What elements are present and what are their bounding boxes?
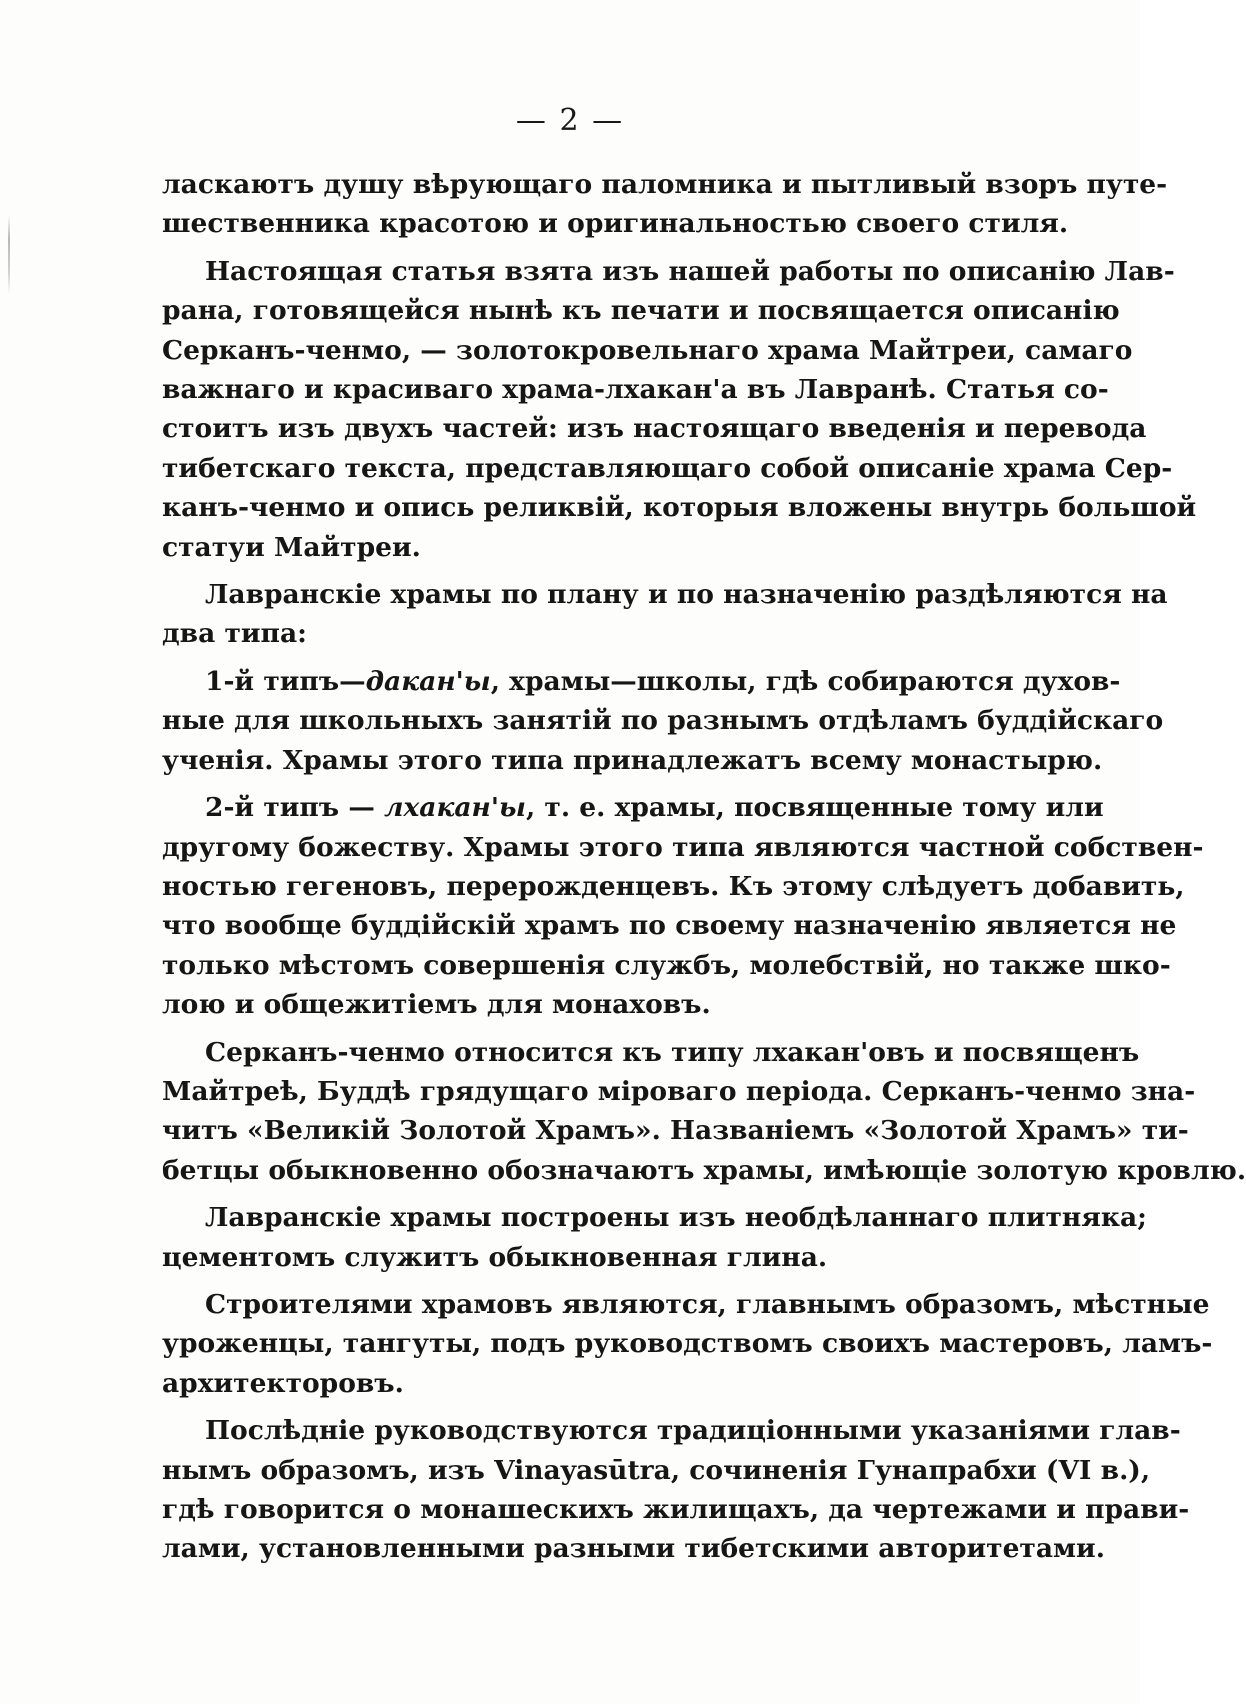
type-2-suffix: , т. е. храмы, посвященные тому или (525, 792, 1104, 824)
page-number: — 2 — (515, 103, 625, 138)
type-1-prefix: 1-й типъ— (205, 665, 366, 697)
text-line: два типа: (162, 618, 307, 650)
text-line: другому божеству. Храмы этого типа являются частной собствен- (162, 831, 1204, 863)
body-text (162, 165, 1246, 1577)
text-line: канъ-ченмо и опись реликвій, которыя вложены внутрь большой (162, 492, 1197, 524)
text-line: тибетскаго текста, представляющаго собой описаніе храма Сер- (162, 452, 1173, 484)
text-line: Лавранскіе храмы по плану и по назначенію раздѣляются на (205, 579, 1168, 611)
paragraph-3 (162, 575, 1168, 654)
text-line: стоитъ изъ двухъ частей: изъ настоящаго введенія и перевода (162, 413, 1147, 445)
term-lhakan: лхакан'ы (384, 792, 526, 824)
text-line: бетцы обыкновенно обозначаютъ храмы, имѣющіе золотую кровлю. (162, 1154, 1246, 1186)
text-line: лою и общежитіемъ для монаховъ. (162, 989, 711, 1021)
text-line: рана, готовящейся нынѣ къ печати и посвящается описанію (162, 295, 1120, 327)
text-line: уроженцы, тангуты, подъ руководствомъ своихъ мастеровъ, ламъ- (162, 1328, 1213, 1360)
text-line: ные для школьныхъ занятій по разнымъ отдѣламъ буддійскаго (162, 705, 1164, 737)
paragraph-1 (162, 165, 1168, 244)
text-line: Строителями храмовъ являются, главнымъ образомъ, мѣстные (205, 1288, 1210, 1320)
text-line: ласкаютъ душу вѣрующаго паломника и пытливый взоръ путе- (162, 169, 1168, 200)
paragraph-type-1 (162, 662, 1164, 780)
text-line: Лавранскіе храмы построены изъ необдѣланнаго плитняка; (205, 1202, 1147, 1234)
text-line: что вообще буддійскій храмъ по своему назначенію является не (162, 910, 1177, 942)
text-line: архитекторовъ. (162, 1367, 404, 1399)
text-line: важнаго и красиваго храма-лхакан'а въ Лавранѣ. Статья со- (162, 374, 1109, 406)
scan-edge-mark (8, 215, 10, 295)
text-line: цементомъ служитъ обыкновенная глина. (162, 1241, 828, 1273)
paragraph-type-2 (162, 788, 1204, 1024)
text-line: Майтреѣ, Буддѣ грядущаго міроваго періода. Серканъ-ченмо зна- (162, 1075, 1196, 1107)
text-line: лами, установленными разными тибетскими авторитетами. (162, 1533, 1105, 1565)
text-line: Серканъ-ченмо, — золотокровельнаго храма Майтреи, самаго (162, 334, 1133, 366)
term-dakan: дакан'ы (365, 665, 491, 697)
text-line: нымъ образомъ, изъ Vinayasūtra, сочиненія Гунапрабхи (VI в.), (162, 1454, 1151, 1486)
text-line: читъ «Великій Золотой Храмъ». Названіемъ «Золотой Храмъ» ти- (162, 1115, 1189, 1147)
text-line: Серканъ-ченмо относится къ типу лхакан'овъ и посвященъ (205, 1036, 1140, 1068)
type-1-suffix: , храмы—школы, гдѣ собираются духов- (490, 665, 1121, 697)
text-line: шественника красотою и оригинальностью своего стиля. (162, 208, 1069, 240)
text-line-type-2 (162, 788, 1104, 827)
text-line: ученія. Храмы этого типа принадлежатъ всему монастырю. (162, 744, 1103, 776)
text-line: ностью гегеновъ, перерожденцевъ. Къ этому слѣдуетъ добавить, (162, 870, 1185, 902)
paragraph-6 (162, 1285, 1213, 1403)
text-line: только мѣстомъ совершенія службъ, молебствій, но также шко- (162, 949, 1171, 981)
type-2-prefix: 2-й типъ — (205, 792, 385, 824)
paragraph-7 (162, 1411, 1190, 1569)
text-line: гдѣ говорится о монашескихъ жилищахъ, да чертежами и прави- (162, 1494, 1190, 1525)
text-line: Послѣдніе руководствуются традиціонными указаніями глав- (205, 1415, 1181, 1447)
text-line: статуи Майтреи. (162, 531, 421, 563)
text-line: Настоящая статья взята изъ нашей работы по описанію Лав- (205, 255, 1175, 287)
paragraph-2 (162, 252, 1197, 567)
paragraph-5 (162, 1198, 1147, 1277)
text-line-type-1 (162, 662, 1121, 701)
paragraph-4 (162, 1033, 1246, 1191)
